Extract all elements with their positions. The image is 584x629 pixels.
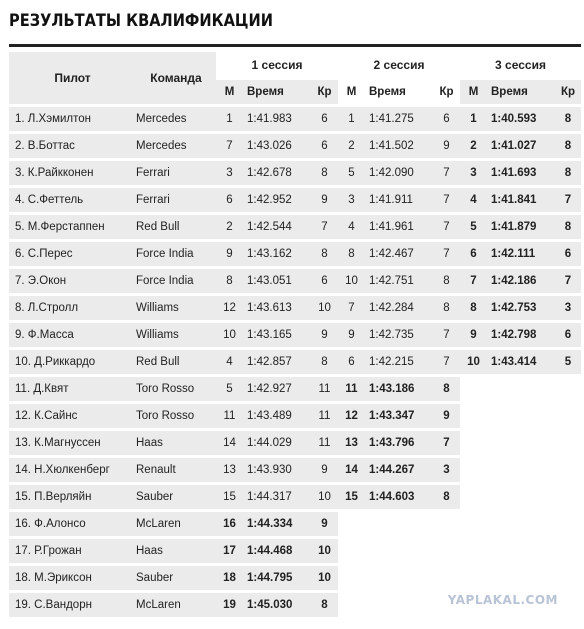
s2-laps-cell: 7 [433,188,460,212]
s2-laps-cell: 6 [433,107,460,131]
s2-time-cell: 1:43.186 [365,377,433,401]
s2-time-cell: 1:41.961 [365,215,433,239]
header-s2-time: Время [369,86,406,98]
s2-laps-cell: 9 [433,134,460,158]
s1-laps-cell: 10 [311,539,338,563]
s3-empty-cell [555,458,581,482]
s1-time-cell: 1:43.613 [243,296,311,320]
table-row [9,296,581,320]
s1-laps-cell: 11 [311,431,338,455]
s2-laps-cell: 7 [433,215,460,239]
pilot-cell: 8. Л.Стролл [9,296,130,320]
pilot-cell: 15. П.Верляйн [9,485,130,509]
s3-empty-cell [460,404,487,428]
s3-position-cell: 3 [460,161,487,185]
s2-empty-cell [433,539,460,563]
header-session-1: 1 сессия [251,57,303,72]
s1-position-cell: 11 [216,404,243,428]
s1-laps-cell: 7 [311,215,338,239]
s3-empty-cell [487,485,555,509]
team-cell: Toro Rosso [130,404,216,428]
s3-empty-cell [555,512,581,536]
pilot-cell: 7. Э.Окон [9,269,130,293]
table-row [9,269,581,293]
s1-time-cell: 1:43.162 [243,242,311,266]
s3-empty-cell [460,431,487,455]
s3-empty-cell [487,431,555,455]
s1-time-cell: 1:42.678 [243,161,311,185]
s1-laps-cell: 10 [311,296,338,320]
s2-position-cell: 6 [338,350,365,374]
s3-position-cell: 2 [460,134,487,158]
s3-laps-cell: 8 [555,161,581,185]
team-cell: Red Bull [130,215,216,239]
s3-time-cell: 1:41.693 [487,161,555,185]
table-row [9,242,581,266]
s2-laps-cell: 7 [433,350,460,374]
s3-position-cell: 1 [460,107,487,131]
s1-position-cell: 14 [216,431,243,455]
s2-laps-cell: 3 [433,458,460,482]
s3-time-cell: 1:42.186 [487,269,555,293]
page-title: РЕЗУЛЬТАТЫ КВАЛИФИКАЦИИ [9,11,273,31]
pilot-cell: 1. Л.Хэмилтон [9,107,130,131]
s3-time-cell: 1:41.027 [487,134,555,158]
s2-time-cell: 1:41.911 [365,188,433,212]
s2-time-cell: 1:43.347 [365,404,433,428]
pilot-cell: 3. К.Райкконен [9,161,130,185]
table-row [9,512,581,536]
s2-empty-cell [365,512,433,536]
s1-laps-cell: 8 [311,593,338,617]
s2-empty-cell [338,566,365,590]
s1-time-cell: 1:44.468 [243,539,311,563]
s1-laps-cell: 8 [311,350,338,374]
s3-empty-cell [487,458,555,482]
team-cell: Renault [130,458,216,482]
s2-empty-cell [338,593,365,617]
team-cell: Force India [130,242,216,266]
s3-empty-cell [487,404,555,428]
s1-time-cell: 1:44.795 [243,566,311,590]
s2-position-cell: 11 [338,377,365,401]
s3-laps-cell: 7 [555,269,581,293]
s2-position-cell: 8 [338,242,365,266]
s1-position-cell: 4 [216,350,243,374]
s3-time-cell: 1:40.593 [487,107,555,131]
team-cell: Ferrari [130,188,216,212]
pilot-cell: 2. В.Боттас [9,134,130,158]
s3-position-cell: 4 [460,188,487,212]
table-row [9,107,581,131]
table-row [9,323,581,347]
s1-position-cell: 13 [216,458,243,482]
s3-empty-cell [487,566,555,590]
s3-empty-cell [555,485,581,509]
s1-laps-cell: 11 [311,404,338,428]
s3-time-cell: 1:43.414 [487,350,555,374]
table-row [9,404,581,428]
team-cell: Mercedes [130,134,216,158]
pilot-cell: 10. Д.Риккардо [9,350,130,374]
s3-time-cell: 1:42.111 [487,242,555,266]
s2-laps-cell: 8 [433,377,460,401]
s2-position-cell: 7 [338,296,365,320]
s2-position-cell: 3 [338,188,365,212]
s2-position-cell: 4 [338,215,365,239]
s1-position-cell: 7 [216,134,243,158]
s2-empty-cell [433,512,460,536]
pilot-cell: 6. С.Перес [9,242,130,266]
results-table [9,49,581,620]
s2-time-cell: 1:44.603 [365,485,433,509]
s1-laps-cell: 6 [311,134,338,158]
s1-position-cell: 1 [216,107,243,131]
s1-time-cell: 1:42.857 [243,350,311,374]
pilot-cell: 18. М.Эриксон [9,566,130,590]
s3-laps-cell: 5 [555,350,581,374]
s1-position-cell: 18 [216,566,243,590]
s2-empty-cell [338,512,365,536]
s1-position-cell: 8 [216,269,243,293]
table-row [9,350,581,374]
s3-laps-cell: 8 [555,215,581,239]
header-row-sessions [9,52,581,77]
team-cell: Haas [130,539,216,563]
header-s3-time: Время [487,80,555,104]
s1-time-cell: 1:43.489 [243,404,311,428]
s3-position-cell: 8 [460,296,487,320]
s3-laps-cell: 8 [555,107,581,131]
s1-position-cell: 16 [216,512,243,536]
s1-laps-cell: 9 [311,458,338,482]
s1-laps-cell: 10 [311,485,338,509]
s3-empty-cell [555,593,581,617]
s2-laps-cell: 7 [433,161,460,185]
s3-laps-cell: 6 [555,242,581,266]
s2-time-cell: 1:43.796 [365,431,433,455]
s3-laps-cell: 7 [555,188,581,212]
s2-laps-cell: 8 [433,485,460,509]
pilot-cell: 19. С.Вандорн [9,593,130,617]
s1-position-cell: 17 [216,539,243,563]
s1-laps-cell: 8 [311,161,338,185]
s2-laps-cell: 9 [433,404,460,428]
pilot-cell: 12. К.Сайнс [9,404,130,428]
s3-empty-cell [487,539,555,563]
s2-time-cell: 1:44.267 [365,458,433,482]
s1-laps-cell: 9 [311,323,338,347]
s1-time-cell: 1:43.026 [243,134,311,158]
watermark: YAPLAKAL.COM [447,593,558,607]
s1-time-cell: 1:44.317 [243,485,311,509]
s1-position-cell: 10 [216,323,243,347]
s3-position-cell: 7 [460,269,487,293]
s1-position-cell: 3 [216,161,243,185]
s1-time-cell: 1:42.927 [243,377,311,401]
team-cell: Haas [130,431,216,455]
pilot-cell: 13. К.Магнуссен [9,431,130,455]
header-s3-laps: Кр [555,80,581,104]
s1-time-cell: 1:43.930 [243,458,311,482]
s3-position-cell: 10 [460,350,487,374]
s2-position-cell: 12 [338,404,365,428]
s2-position-cell: 5 [338,161,365,185]
s1-laps-cell: 6 [311,269,338,293]
s2-time-cell: 1:42.090 [365,161,433,185]
s1-position-cell: 6 [216,188,243,212]
s3-empty-cell [460,539,487,563]
table-row [9,188,581,212]
pilot-cell: 16. Ф.Алонсо [9,512,130,536]
table-row [9,215,581,239]
s2-time-cell: 1:41.502 [365,134,433,158]
team-cell: Williams [130,323,216,347]
header-s2-pos: М [346,86,357,98]
s3-empty-cell [487,377,555,401]
s1-laps-cell: 11 [311,377,338,401]
s2-empty-cell [365,566,433,590]
s2-position-cell: 10 [338,269,365,293]
s2-position-cell: 14 [338,458,365,482]
s1-time-cell: 1:43.051 [243,269,311,293]
s1-position-cell: 5 [216,377,243,401]
header-session-3: 3 сессия [495,57,546,72]
s1-position-cell: 9 [216,242,243,266]
pilot-cell: 17. Р.Грожан [9,539,130,563]
s3-position-cell: 9 [460,323,487,347]
header-pilot: Пилот [9,52,130,104]
s2-position-cell: 9 [338,323,365,347]
s1-position-cell: 19 [216,593,243,617]
s1-laps-cell: 6 [311,107,338,131]
s3-empty-cell [460,566,487,590]
s3-empty-cell [555,431,581,455]
pilot-cell: 4. С.Феттель [9,188,130,212]
header-s1-laps: Кр [311,80,338,104]
s2-position-cell: 13 [338,431,365,455]
s1-time-cell: 1:42.952 [243,188,311,212]
header-s2-laps: Кр [439,86,454,98]
s1-laps-cell: 9 [311,512,338,536]
s2-laps-cell: 7 [433,323,460,347]
s3-time-cell: 1:41.841 [487,188,555,212]
pilot-cell: 5. М.Ферстаппен [9,215,130,239]
s2-time-cell: 1:41.275 [365,107,433,131]
team-cell: Williams [130,296,216,320]
s2-laps-cell: 8 [433,269,460,293]
team-cell: Red Bull [130,350,216,374]
s3-time-cell: 1:41.879 [487,215,555,239]
s3-empty-cell [555,404,581,428]
team-cell: McLaren [130,593,216,617]
s3-position-cell: 6 [460,242,487,266]
s3-time-cell: 1:42.798 [487,323,555,347]
table-row [9,458,581,482]
s3-empty-cell [487,512,555,536]
header-team: Команда [130,52,216,104]
table-row [9,161,581,185]
table-row [9,377,581,401]
s2-time-cell: 1:42.215 [365,350,433,374]
table-row [9,431,581,455]
pilot-cell: 14. Н.Хюлкенберг [9,458,130,482]
s2-empty-cell [365,593,433,617]
team-cell: Force India [130,269,216,293]
team-cell: Sauber [130,485,216,509]
s1-time-cell: 1:42.544 [243,215,311,239]
s2-laps-cell: 7 [433,242,460,266]
s3-empty-cell [555,539,581,563]
s3-position-cell: 5 [460,215,487,239]
s2-empty-cell [433,566,460,590]
table-row [9,566,581,590]
s2-position-cell: 1 [338,107,365,131]
s3-empty-cell [555,377,581,401]
s3-empty-cell [460,485,487,509]
s1-time-cell: 1:41.983 [243,107,311,131]
pilot-cell: 9. Ф.Масса [9,323,130,347]
team-cell: Mercedes [130,107,216,131]
s2-position-cell: 2 [338,134,365,158]
team-cell: Toro Rosso [130,377,216,401]
s3-laps-cell: 3 [555,296,581,320]
s2-laps-cell: 7 [433,431,460,455]
s1-time-cell: 1:45.030 [243,593,311,617]
s3-empty-cell [460,377,487,401]
team-cell: Sauber [130,566,216,590]
s2-empty-cell [365,539,433,563]
header-s3-pos: М [460,80,487,104]
header-s1-time: Время [243,80,311,104]
s2-time-cell: 1:42.467 [365,242,433,266]
s3-empty-cell [460,458,487,482]
table-row [9,539,581,563]
results-body [9,107,581,617]
pilot-cell: 11. Д.Квят [9,377,130,401]
s1-position-cell: 12 [216,296,243,320]
s2-empty-cell [338,539,365,563]
s1-laps-cell: 8 [311,242,338,266]
s1-time-cell: 1:43.165 [243,323,311,347]
team-cell: Ferrari [130,161,216,185]
s3-empty-cell [555,566,581,590]
s3-empty-cell [460,512,487,536]
s2-position-cell: 15 [338,485,365,509]
s2-time-cell: 1:42.751 [365,269,433,293]
header-s1-pos: М [216,80,243,104]
s1-time-cell: 1:44.334 [243,512,311,536]
table-row [9,485,581,509]
s2-time-cell: 1:42.284 [365,296,433,320]
s3-laps-cell: 6 [555,323,581,347]
header-session-2: 2 сессия [373,57,425,72]
s1-time-cell: 1:44.029 [243,431,311,455]
s2-laps-cell: 8 [433,296,460,320]
s3-laps-cell: 8 [555,134,581,158]
team-cell: McLaren [130,512,216,536]
s1-position-cell: 2 [216,215,243,239]
s3-time-cell: 1:42.753 [487,296,555,320]
title-underline [9,44,581,47]
s1-laps-cell: 9 [311,188,338,212]
table-row [9,134,581,158]
s1-position-cell: 15 [216,485,243,509]
s1-laps-cell: 10 [311,566,338,590]
s2-time-cell: 1:42.735 [365,323,433,347]
